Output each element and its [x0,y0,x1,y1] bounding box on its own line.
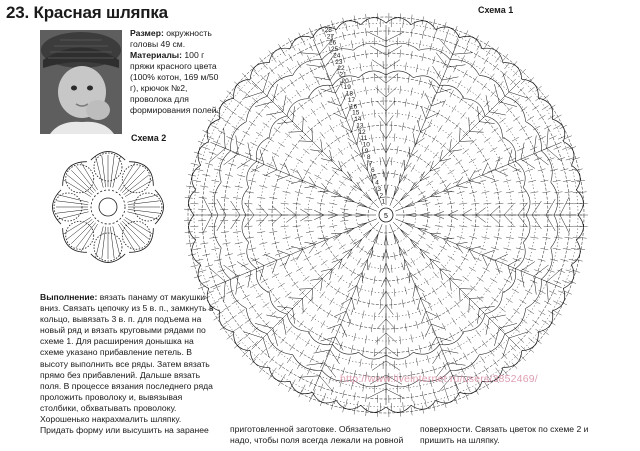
page-title: 23. Красная шляпка [6,3,168,22]
size-text: окружность головы 49 см. [130,28,212,49]
row-number-label: 13 [356,122,364,130]
schema1-label: Схема 1 [478,5,514,15]
size-label: Размер: [130,28,164,38]
row-number-label: 9 [364,147,369,155]
instructions-lead: Выполнение: [40,292,98,302]
row-number-label: 3 [377,185,382,193]
flower-motif-diagram [40,145,176,270]
row-number-label: 24 [333,52,341,60]
instructions-column-2: приготовленной заготовке. Обязательно надо, чтобы поля всегда лежали на ровной [230,424,404,446]
center-ring-label: 5 [384,213,388,220]
materials-label: Материалы: [130,50,183,60]
row-number-label: 28 [324,26,332,34]
materials-text: 100 г пряжи красного цвета (100% котон, 169 м/50 г), крючок №2, проволока для формирования полей. [130,50,219,115]
row-number-label: 16 [349,103,358,111]
round-hat-crochet-chart [182,10,592,430]
row-number-label: 25 [331,46,339,54]
row-number-label: 10 [362,141,370,149]
row-number-label: 27 [326,33,335,41]
row-number-label: 20 [341,77,349,85]
instructions-column-1 [40,292,216,436]
row-number-label: 5 [373,173,377,181]
child-photo [40,30,122,134]
row-number-label: 14 [354,116,362,124]
row-number-label: 4 [375,179,379,187]
row-number-label: 23 [335,58,343,66]
row-number-label: 8 [366,154,371,162]
row-number-label: 15 [352,109,360,117]
row-number-label: 26 [328,39,337,47]
instructions-text: вязать панаму от макушки вниз. Связать цепочку из 5 в. п., замкнуть в кольцо, вывязать 3 в. п. для подъема на новый ряд и вязать круговыми рядами по схеме 1. Для расширения донышка на схеме указано прибавление петель. В высоту выполнить все ряды. Затем вязать прямо без прибавлений. Дальше вязать поля. В процессе вязания последнего ряда проложить проволоку и, вывязывая столбики, обхватывать проволоку. Хорошенько накрахмалить шляпку. Придать форму или высушить на заранее [40,292,214,436]
row-number-label: 11 [360,135,368,143]
row-number-label: 2 [379,192,384,200]
row-number-label: 18 [345,90,354,98]
row-number-label: 12 [358,128,366,136]
row-number-label: 19 [343,84,351,92]
row-number-label: 22 [337,65,345,73]
row-number-label: 1 [381,198,386,206]
row-number-label: 21 [339,71,347,79]
watermark-url: http://www.liveinternet.ru/users/3852469/ [340,373,538,385]
row-number-label: 7 [368,160,373,168]
row-number-label: 17 [347,96,356,104]
instructions-column-3: поверхности. Связать цветок по схеме 2 и пришить на шляпку. [420,424,589,446]
schema2-label: Схема 2 [131,133,167,143]
row-number-label: 6 [371,166,375,174]
